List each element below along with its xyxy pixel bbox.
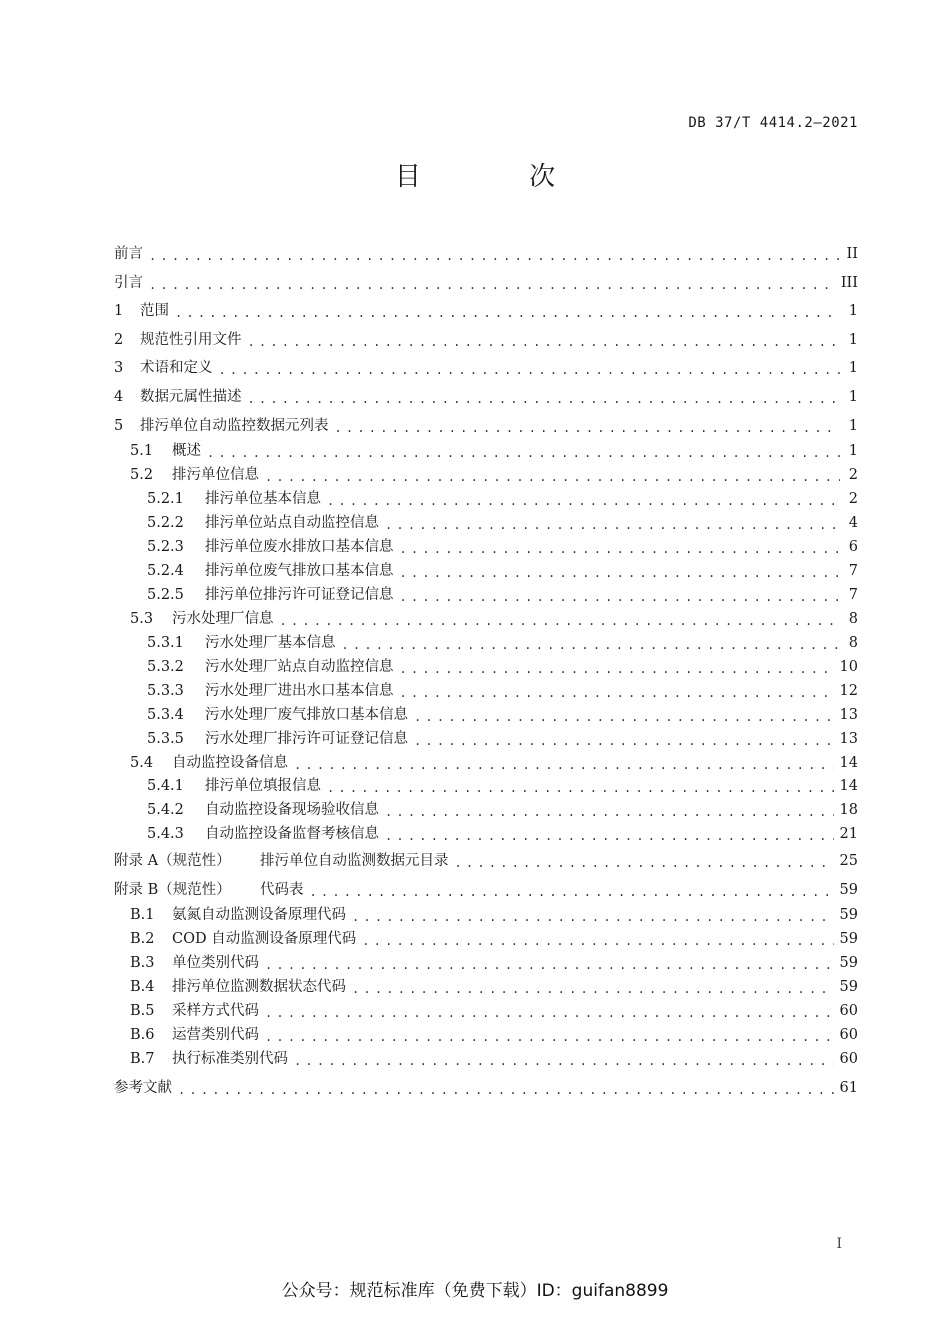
toc-entry-page: 10 — [839, 659, 858, 675]
toc-entry-number: 4 — [114, 389, 124, 405]
toc-entry-number: 5.2.1 — [147, 491, 184, 507]
toc-leader-dots — [248, 387, 841, 407]
toc-entry-number: B.6 — [130, 1027, 155, 1043]
toc-entry-label: 自动监控设备监督考核信息 — [205, 826, 379, 842]
toc-leader-dots — [400, 585, 841, 605]
toc-entry-label: 排污单位自动监测数据元目录 — [260, 853, 449, 869]
toc-leader-dots — [455, 851, 834, 871]
toc-entry-number: B.5 — [130, 1003, 155, 1019]
toc-entry-number: 5.4.1 — [147, 778, 184, 794]
toc-entry-label: 污水处理厂站点自动监控信息 — [205, 659, 394, 675]
toc-entry-label: 排污单位信息 — [172, 467, 259, 483]
toc-entry-page: 60 — [839, 1003, 858, 1019]
toc-entry-page: 59 — [839, 979, 858, 995]
toc-entry-label: 排污单位填报信息 — [205, 778, 321, 794]
toc-entry-page: 4 — [848, 515, 858, 531]
toc-entry-label: 前言 — [114, 246, 143, 262]
toc-entry-label: 污水处理厂排污许可证登记信息 — [205, 731, 408, 747]
toc-entry-number: 附录 A（规范性） — [114, 853, 231, 869]
toc-entry-page: 14 — [839, 755, 858, 771]
toc-entry-number: B.7 — [130, 1051, 155, 1067]
toc-entry[interactable] — [130, 1049, 858, 1069]
toc-entry-label: 排污单位废水排放口基本信息 — [205, 539, 394, 555]
toc-entry-label: 范围 — [140, 303, 169, 319]
toc-leader-dots — [248, 330, 841, 350]
toc-leader-dots — [362, 929, 833, 949]
toc-entry-number: B.1 — [130, 907, 155, 923]
toc-entry[interactable] — [147, 681, 858, 701]
toc-entry-page: 7 — [848, 587, 858, 603]
toc-entry-label: 污水处理厂基本信息 — [205, 635, 336, 651]
toc-entry-number: 5.4 — [130, 755, 154, 771]
toc-entry-page: 1 — [848, 443, 858, 459]
toc-entry[interactable] — [130, 465, 858, 485]
toc-entry-label: 规范性引用文件 — [140, 332, 242, 348]
toc-entry-page: 7 — [848, 563, 858, 579]
toc-leader-dots — [385, 800, 834, 820]
toc-entry-label: 排污单位站点自动监控信息 — [205, 515, 379, 531]
toc-entry-number: 5.2 — [130, 467, 154, 483]
toc-entry-label: 引言 — [114, 275, 143, 291]
toc-entry[interactable] — [147, 561, 858, 581]
toc-leader-dots — [294, 1049, 834, 1069]
toc-entry-number: 5.3.5 — [147, 731, 184, 747]
footer-text: 公众号：规范标准库（免费下载）ID：guifan8899 — [281, 1281, 669, 1301]
toc-entry[interactable] — [114, 416, 858, 436]
toc-leader-dots — [335, 416, 841, 436]
toc-entry-page: 1 — [848, 332, 858, 348]
toc-leader-dots — [352, 977, 834, 997]
toc-entry-page: 60 — [839, 1027, 858, 1043]
toc-entry[interactable] — [147, 489, 858, 509]
toc-leader-dots — [327, 776, 834, 796]
toc-leader-dots — [414, 729, 834, 749]
toc-leader-dots — [400, 657, 834, 677]
toc-entry[interactable] — [130, 953, 858, 973]
toc-entry-label: 污水处理厂信息 — [172, 611, 274, 627]
toc-entry-number: B.2 — [130, 931, 155, 947]
toc-entry-number: 5.2.4 — [147, 563, 184, 579]
toc-entry-page: 60 — [839, 1051, 858, 1067]
toc-leader-dots — [327, 489, 840, 509]
toc-entry[interactable] — [147, 513, 858, 533]
toc-leader-dots — [175, 301, 840, 321]
page-title: 目 次 — [394, 162, 606, 192]
toc-entry-number: 5.4.2 — [147, 802, 184, 818]
toc-entry-label: 排污单位废气排放口基本信息 — [205, 563, 394, 579]
toc-entry-number: 5.3.4 — [147, 707, 184, 723]
toc-entry-page: 12 — [839, 683, 858, 699]
toc-entry[interactable] — [114, 358, 858, 378]
toc-leader-dots — [400, 561, 841, 581]
toc-entry-label: 执行标准类别代码 — [172, 1051, 288, 1067]
toc-entry[interactable] — [114, 273, 858, 293]
toc-entry[interactable] — [130, 753, 858, 773]
toc-entry-page: 2 — [848, 491, 858, 507]
toc-entry[interactable] — [114, 301, 858, 321]
toc-entry-label: 代码表 — [260, 882, 304, 898]
toc-entry-page: 59 — [839, 931, 858, 947]
toc-leader-dots — [400, 681, 834, 701]
toc-entry-number: 5.4.3 — [147, 826, 184, 842]
toc-entry-number: 5 — [114, 418, 124, 434]
toc-entry-label: 污水处理厂废气排放口基本信息 — [205, 707, 408, 723]
toc-entry-label: 数据元属性描述 — [140, 389, 242, 405]
toc-entry[interactable] — [130, 1001, 858, 1021]
toc-entry-number: 5.2.2 — [147, 515, 184, 531]
toc-entry-label: 概述 — [172, 443, 201, 459]
toc-entry-page: 21 — [839, 826, 858, 842]
toc-entry-label: 排污单位自动监控数据元列表 — [140, 418, 329, 434]
toc-entry-label: 排污单位监测数据状态代码 — [172, 979, 346, 995]
toc-leader-dots — [294, 753, 834, 773]
toc-entry[interactable] — [147, 537, 858, 557]
toc-entry[interactable] — [147, 585, 858, 605]
toc-entry[interactable] — [147, 776, 858, 796]
toc-entry-label: 自动监控设备信息 — [172, 755, 288, 771]
toc-entry[interactable] — [130, 905, 858, 925]
toc-entry[interactable] — [130, 977, 858, 997]
toc-entry-page: 1 — [848, 360, 858, 376]
toc-entry-label: 单位类别代码 — [172, 955, 259, 971]
toc-entry-page: 8 — [848, 611, 858, 627]
toc-entry-label: COD 自动监测设备原理代码 — [172, 931, 357, 947]
toc-entry-number: 5.3 — [130, 611, 154, 627]
toc-entry[interactable] — [114, 1078, 858, 1098]
toc-entry-page: 1 — [848, 418, 858, 434]
toc-entry[interactable] — [130, 441, 858, 461]
toc-entry-number: 5.3.1 — [147, 635, 184, 651]
toc-entry[interactable] — [114, 851, 858, 871]
toc-leader-dots — [352, 905, 834, 925]
toc-leader-dots — [149, 244, 840, 264]
toc-entry[interactable] — [114, 880, 858, 900]
toc-leader-dots — [265, 1001, 834, 1021]
toc-leader-dots — [414, 705, 834, 725]
toc-entry-number: 3 — [114, 360, 124, 376]
toc-entry-number: 2 — [114, 332, 124, 348]
toc-entry-page: 6 — [848, 539, 858, 555]
toc-entry[interactable] — [147, 729, 858, 749]
toc-entry[interactable] — [114, 330, 858, 350]
toc-entry[interactable] — [114, 387, 858, 407]
toc-entry[interactable] — [147, 657, 858, 677]
toc-leader-dots — [385, 824, 834, 844]
toc-entry-page: 14 — [839, 778, 858, 794]
toc-entry-page: 61 — [839, 1080, 858, 1096]
toc-leader-dots — [219, 358, 841, 378]
toc-leader-dots — [400, 537, 841, 557]
toc-entry-page: 1 — [848, 389, 858, 405]
toc-entry-page: 59 — [839, 955, 858, 971]
toc-entry-label: 排污单位基本信息 — [205, 491, 321, 507]
page-number: I — [836, 1236, 842, 1252]
toc-entry[interactable] — [130, 1025, 858, 1045]
standard-code: DB 37/T 4414.2—2021 — [688, 115, 858, 131]
toc-entry-number: 附录 B（规范性） — [114, 882, 231, 898]
toc-leader-dots — [207, 441, 840, 461]
toc-entry-label: 术语和定义 — [140, 360, 213, 376]
toc-leader-dots — [265, 953, 834, 973]
toc-entry-label: 运营类别代码 — [172, 1027, 259, 1043]
toc-entry[interactable] — [147, 800, 858, 820]
toc-entry-page: 13 — [839, 731, 858, 747]
toc-entry-page: 59 — [839, 907, 858, 923]
toc-entry-page: 1 — [848, 303, 858, 319]
toc-entry[interactable] — [147, 705, 858, 725]
toc-entry-number: B.3 — [130, 955, 155, 971]
toc-entry-number: 5.2.3 — [147, 539, 184, 555]
toc-entry-label: 氨氮自动监测设备原理代码 — [172, 907, 346, 923]
toc-leader-dots — [149, 273, 835, 293]
toc-entry-page: 8 — [848, 635, 858, 651]
toc-entry[interactable] — [130, 929, 858, 949]
toc-entry-label: 排污单位排污许可证登记信息 — [205, 587, 394, 603]
toc-entry-label: 自动监控设备现场验收信息 — [205, 802, 379, 818]
toc-leader-dots — [178, 1078, 834, 1098]
toc-leader-dots — [265, 1025, 834, 1045]
toc-entry-number: 1 — [114, 303, 124, 319]
toc-entry[interactable] — [130, 609, 858, 629]
toc-leader-dots — [310, 880, 834, 900]
toc-entry-page: 25 — [839, 853, 858, 869]
toc-entry-page: III — [840, 275, 858, 291]
toc-leader-dots — [385, 513, 840, 533]
toc-entry[interactable] — [147, 824, 858, 844]
toc-entry-number: 5.1 — [130, 443, 154, 459]
toc-entry-page: 59 — [839, 882, 858, 898]
toc-entry-label: 参考文献 — [114, 1080, 172, 1096]
toc-leader-dots — [342, 633, 841, 653]
toc-leader-dots — [280, 609, 841, 629]
toc-entry-number: 5.2.5 — [147, 587, 184, 603]
toc-entry-page: 13 — [839, 707, 858, 723]
toc-entry-page: 18 — [839, 802, 858, 818]
toc-entry-label: 污水处理厂进出水口基本信息 — [205, 683, 394, 699]
toc-entry-page: II — [846, 246, 858, 262]
toc-entry-number: B.4 — [130, 979, 155, 995]
toc-entry[interactable] — [147, 633, 858, 653]
toc-leader-dots — [265, 465, 840, 485]
toc-entry-number: 5.3.3 — [147, 683, 184, 699]
toc-entry[interactable] — [114, 244, 858, 264]
toc-entry-number: 5.3.2 — [147, 659, 184, 675]
toc-entry-label: 采样方式代码 — [172, 1003, 259, 1019]
toc-entry-page: 2 — [848, 467, 858, 483]
